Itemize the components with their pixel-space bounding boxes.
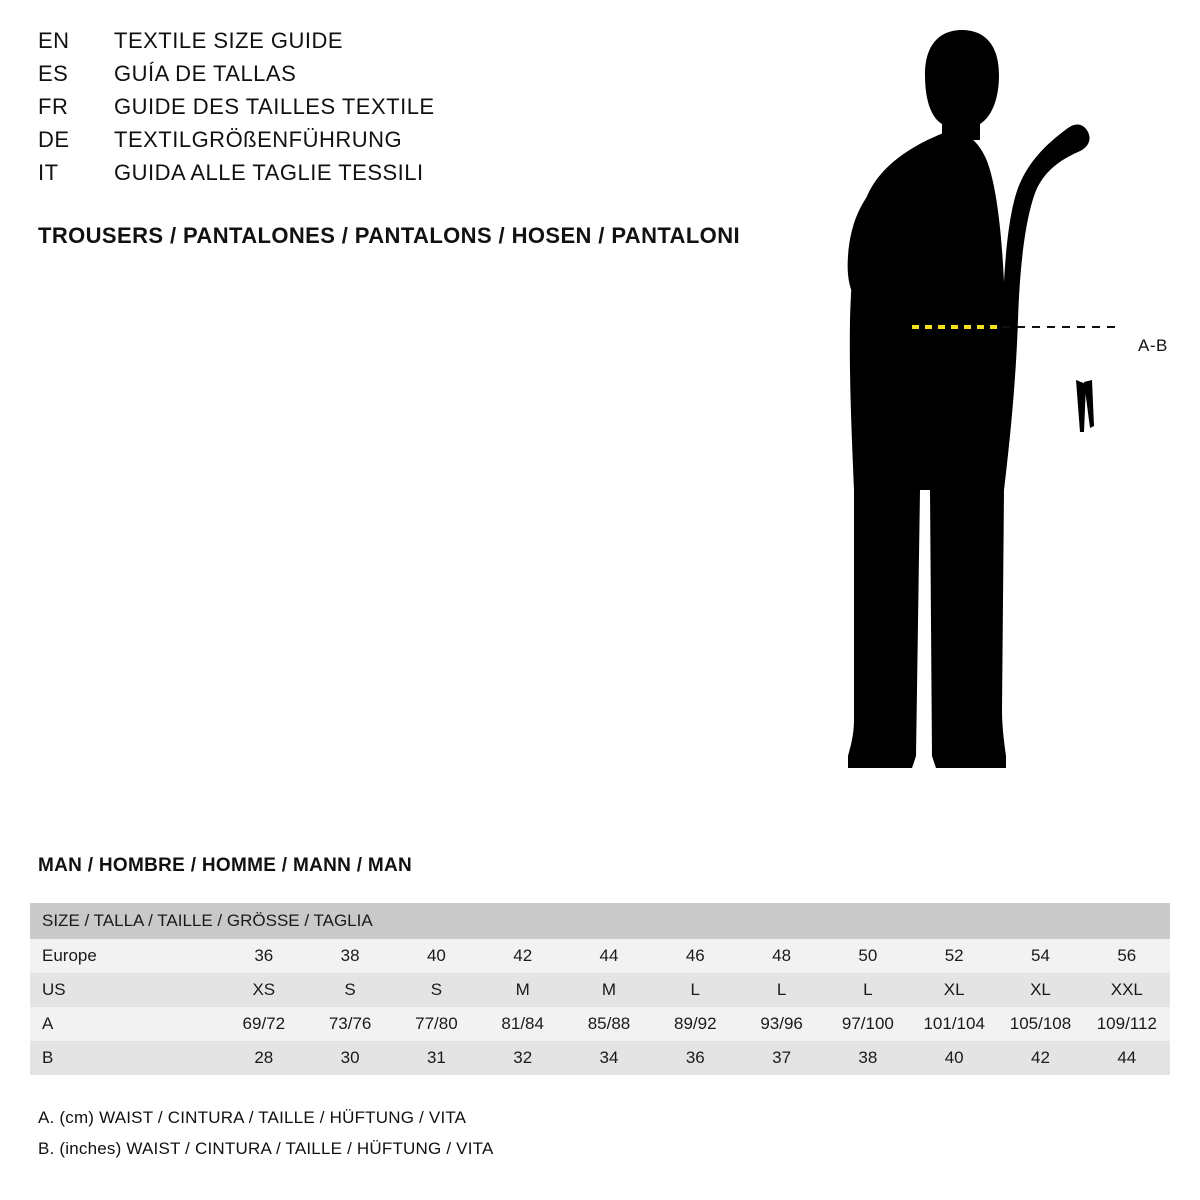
language-code-it: IT [38,160,59,185]
language-row-de [38,127,798,160]
cell-europe-3: 40 [393,939,479,973]
cell-b-10: 42 [997,1041,1083,1075]
cell-europe-7: 48 [738,939,824,973]
cell-b-3: 31 [393,1041,479,1075]
table-row [30,1007,1170,1041]
cell-a-1: 69/72 [221,1007,307,1041]
cell-europe-9: 52 [911,939,997,973]
row-label-europe: Europe [30,939,221,973]
table-row [30,939,1170,973]
cell-europe-10: 54 [997,939,1083,973]
footnote-a: A. (cm) WAIST / CINTURA / TAILLE / HÜFTUNG / VITA [38,1108,467,1127]
cell-b-9: 40 [911,1041,997,1075]
man-silhouette-icon [820,20,1180,800]
cell-us-8: L [825,973,911,1007]
cell-europe-2: 38 [307,939,393,973]
row-label-us: US [30,973,221,1007]
cell-us-5: M [566,973,652,1007]
measurement-label-ab: A-B [1138,336,1168,355]
table-row [30,973,1170,1007]
cell-europe-5: 44 [566,939,652,973]
cell-b-2: 30 [307,1041,393,1075]
language-row-es [38,61,798,94]
cell-b-6: 36 [652,1041,738,1075]
cell-us-2: S [307,973,393,1007]
cell-us-6: L [652,973,738,1007]
table-header-label: SIZE / TALLA / TAILLE / GRÖSSE / TAGLIA [30,903,1170,939]
cell-a-9: 101/104 [911,1007,997,1041]
cell-a-5: 85/88 [566,1007,652,1041]
cell-us-11: XXL [1084,973,1170,1007]
cell-a-10: 105/108 [997,1007,1083,1041]
language-row-it [38,160,798,193]
cell-b-7: 37 [738,1041,824,1075]
cell-a-8: 97/100 [825,1007,911,1041]
cell-us-1: XS [221,973,307,1007]
language-text-it: GUIDA ALLE TAGLIE TESSILI [114,160,424,185]
cell-b-4: 32 [480,1041,566,1075]
language-code-de: DE [38,127,70,152]
cell-europe-8: 50 [825,939,911,973]
cell-a-3: 77/80 [393,1007,479,1041]
cell-b-8: 38 [825,1041,911,1075]
cell-a-7: 93/96 [738,1007,824,1041]
figure-illustration [820,20,1180,800]
cell-a-6: 89/92 [652,1007,738,1041]
language-row-en [38,28,798,61]
cell-europe-4: 42 [480,939,566,973]
cell-b-5: 34 [566,1041,652,1075]
cell-us-7: L [738,973,824,1007]
language-header-block [38,28,798,193]
footnotes-block [38,1108,494,1170]
language-text-en: TEXTILE SIZE GUIDE [114,28,344,53]
cell-a-2: 73/76 [307,1007,393,1041]
language-text-de: TEXTILGRÖßENFÜHRUNG [114,127,403,152]
language-text-fr: GUIDE DES TAILLES TEXTILE [114,94,435,119]
language-code-fr: FR [38,94,69,119]
garment-type-title: TROUSERS / PANTALONES / PANTALONS / HOSEN / PANTALONI [38,223,740,248]
size-table [30,903,1170,1075]
table-header-row [30,903,1170,939]
language-code-en: EN [38,28,70,53]
table-row [30,1041,1170,1075]
cell-europe-6: 46 [652,939,738,973]
cell-us-10: XL [997,973,1083,1007]
cell-europe-1: 36 [221,939,307,973]
language-text-es: GUÍA DE TALLAS [114,61,297,86]
cell-us-4: M [480,973,566,1007]
cell-a-11: 109/112 [1084,1007,1170,1041]
cell-b-1: 28 [221,1041,307,1075]
table-section-title: MAN / HOMBRE / HOMME / MANN / MAN [38,855,413,876]
cell-a-4: 81/84 [480,1007,566,1041]
cell-us-9: XL [911,973,997,1007]
language-code-es: ES [38,61,69,86]
cell-b-11: 44 [1084,1041,1170,1075]
row-label-a: A [30,1007,221,1041]
language-row-fr [38,94,798,127]
cell-europe-11: 56 [1084,939,1170,973]
cell-us-3: S [393,973,479,1007]
footnote-b: B. (inches) WAIST / CINTURA / TAILLE / HÜFTUNG / VITA [38,1139,494,1158]
row-label-b: B [30,1041,221,1075]
